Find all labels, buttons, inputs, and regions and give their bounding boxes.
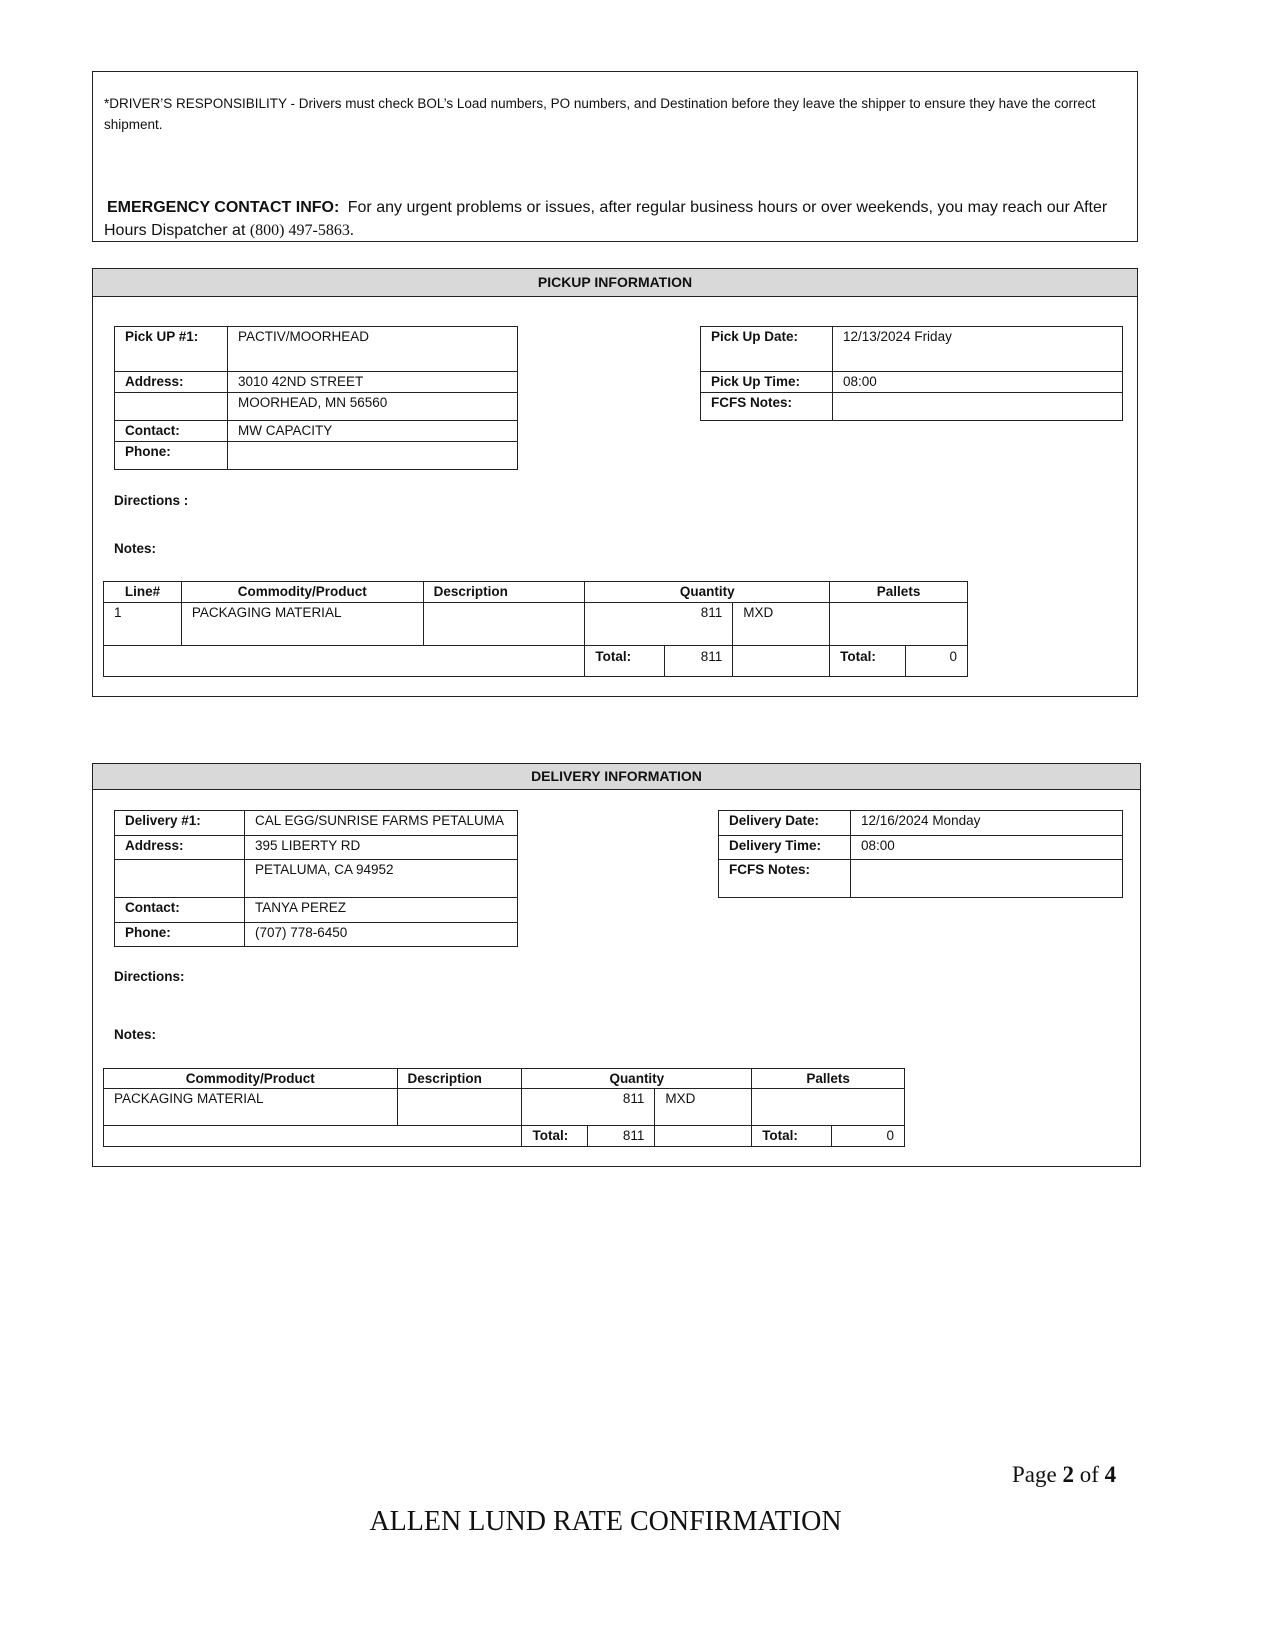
page-current: 2 <box>1062 1462 1074 1487</box>
delivery-address-label: Address: <box>115 836 245 860</box>
commodity-name: PACKAGING MATERIAL <box>181 603 423 646</box>
delivery-contact-label: Contact: <box>115 898 245 923</box>
delivery-date: 12/16/2024 Monday <box>851 811 1123 836</box>
delivery-time-label: Delivery Time: <box>719 836 851 860</box>
pickup-address-line2: MOORHEAD, MN 56560 <box>228 393 518 421</box>
pickup-stop-name: PACTIV/MOORHEAD <box>228 327 518 372</box>
col-quantity: Quantity <box>522 1069 752 1089</box>
commodity-name: PACKAGING MATERIAL <box>104 1089 398 1126</box>
delivery-section-title: DELIVERY INFORMATION <box>93 764 1140 790</box>
col-pallets: Pallets <box>752 1069 905 1089</box>
pickup-phone-label: Phone: <box>115 442 228 470</box>
col-description: Description <box>423 582 585 603</box>
quantity: 811 <box>522 1089 655 1126</box>
col-pallets: Pallets <box>830 582 968 603</box>
delivery-stop-name: CAL EGG/SUNRISE FARMS PETALUMA <box>245 811 518 836</box>
description <box>423 603 585 646</box>
delivery-contact: TANYA PEREZ <box>245 898 518 923</box>
col-commodity: Commodity/Product <box>104 1069 398 1089</box>
pallets <box>830 603 968 646</box>
notice-box <box>92 71 1138 242</box>
table-row <box>104 603 968 646</box>
pickup-directions-label: Directions : <box>114 493 189 508</box>
delivery-address-line2: PETALUMA, CA 94952 <box>245 860 518 898</box>
pickup-contact: MW CAPACITY <box>228 421 518 442</box>
delivery-phone: (707) 778-6450 <box>245 923 518 947</box>
qty-total-label: Total: <box>522 1126 588 1147</box>
pickup-notes-label: Notes: <box>114 541 157 556</box>
document-title: ALLEN LUND RATE CONFIRMATION <box>369 1506 842 1537</box>
delivery-directions-label: Directions: <box>114 969 185 984</box>
page-prefix: Page <box>1012 1462 1057 1487</box>
pickup-schedule-table <box>700 326 1123 421</box>
totals-row <box>104 1126 905 1147</box>
pallet-total-label: Total: <box>830 646 906 677</box>
delivery-address-line1: 395 LIBERTY RD <box>245 836 518 860</box>
emergency-contact-label: EMERGENCY CONTACT INFO: <box>107 199 340 216</box>
pickup-address-line1: 3010 42ND STREET <box>228 372 518 393</box>
delivery-fcfs-label: FCFS Notes: <box>719 860 851 898</box>
pallet-total: 0 <box>906 646 968 677</box>
description <box>397 1089 522 1126</box>
pickup-phone <box>228 442 518 470</box>
pickup-date: 12/13/2024 Friday <box>833 327 1123 372</box>
emergency-contact-text <box>104 196 1124 242</box>
page-number <box>1012 1462 1116 1488</box>
pickup-fcfs-label: FCFS Notes: <box>701 393 833 421</box>
delivery-stop-table <box>114 810 518 947</box>
col-quantity: Quantity <box>585 582 830 603</box>
delivery-commodity-table <box>103 1068 905 1147</box>
qty-total: 811 <box>665 646 733 677</box>
pallets <box>752 1089 905 1126</box>
qty-total: 811 <box>588 1126 655 1147</box>
delivery-phone-label: Phone: <box>115 923 245 947</box>
emergency-phone: (800) 497-5863. <box>249 222 354 239</box>
delivery-stop-label: Delivery #1: <box>115 811 245 836</box>
quantity-unit: MXD <box>733 603 830 646</box>
pallet-total: 0 <box>832 1126 905 1147</box>
delivery-time: 08:00 <box>851 836 1123 860</box>
delivery-schedule-table <box>718 810 1123 898</box>
pickup-stop-label: Pick UP #1: <box>115 327 228 372</box>
pickup-stop-table <box>114 326 518 470</box>
quantity: 811 <box>585 603 733 646</box>
col-description: Description <box>397 1069 522 1089</box>
delivery-fcfs <box>851 860 1123 898</box>
totals-row <box>104 646 968 677</box>
pickup-time: 08:00 <box>833 372 1123 393</box>
emergency-contact-message: For any urgent problems or issues, after regular business hours or over weekends, you may reach our After Hours Dispatcher at <box>104 199 1108 239</box>
pickup-fcfs <box>833 393 1123 421</box>
col-commodity: Commodity/Product <box>181 582 423 603</box>
page-of: of <box>1079 1462 1099 1487</box>
pickup-time-label: Pick Up Time: <box>701 372 833 393</box>
pickup-date-label: Pick Up Date: <box>701 327 833 372</box>
pickup-address-label: Address: <box>115 372 228 393</box>
qty-total-label: Total: <box>585 646 665 677</box>
table-row <box>104 1089 905 1126</box>
pickup-section-title: PICKUP INFORMATION <box>93 269 1137 297</box>
driver-responsibility-text: *DRIVER’S RESPONSIBILITY - Drivers must check BOL’s Load numbers, PO numbers, and Destination before they leave the shipper to ensure they have the correct shipment. <box>104 96 1096 132</box>
pickup-contact-label: Contact: <box>115 421 228 442</box>
quantity-unit: MXD <box>655 1089 752 1126</box>
pickup-commodity-table <box>103 581 968 677</box>
line-number: 1 <box>104 603 182 646</box>
delivery-notes-label: Notes: <box>114 1027 157 1042</box>
col-line: Line# <box>104 582 182 603</box>
pallet-total-label: Total: <box>752 1126 832 1147</box>
page-total: 4 <box>1104 1462 1117 1487</box>
delivery-date-label: Delivery Date: <box>719 811 851 836</box>
